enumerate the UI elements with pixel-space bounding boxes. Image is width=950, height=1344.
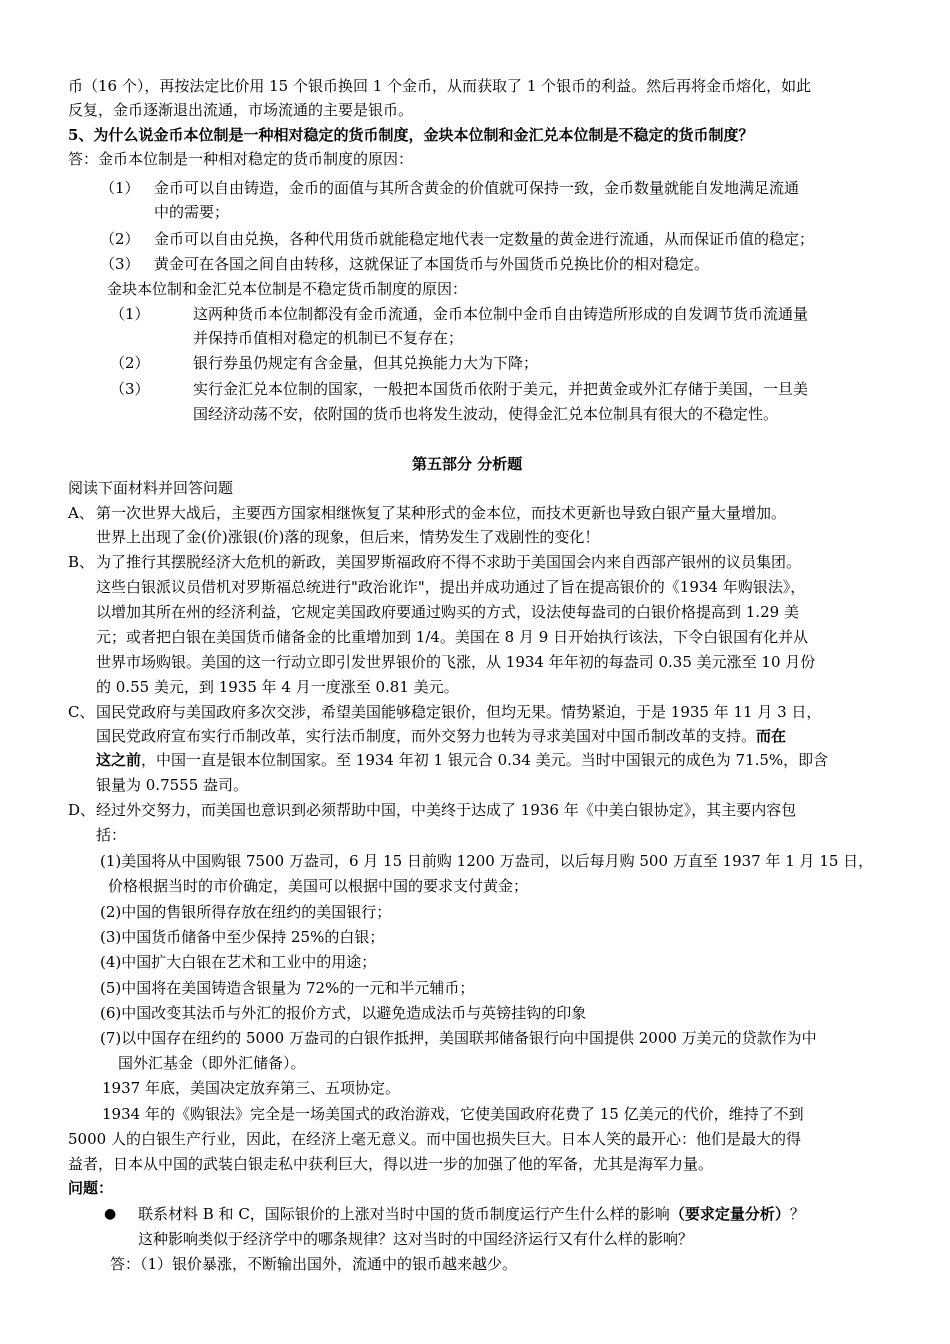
answer-1: 答：（1）银价暴涨，不断输出国外，流通中的银币越来越少。 <box>110 1255 518 1273</box>
read-prompt: 阅读下面材料并回答问题 <box>68 479 234 497</box>
stable-reason-1-num: （1） <box>100 179 140 197</box>
material-d-line-1: 经过外交努力，而美国也意识到必须帮助中国，中美终于达成了 1936 年《中美白银协定》，其主要内容包 <box>96 801 797 819</box>
material-d-line-2: 括： <box>96 826 127 844</box>
material-c-line-1: 国民党政府与美国政府多次交涉，希望美国能够稳定银价，但均无果。情势紧迫，于是 1935 年 11 月 3 日， <box>96 703 822 721</box>
questions-heading: 问题： <box>68 1179 114 1197</box>
material-c-line-2-bold: 而在 <box>756 727 787 745</box>
unstable-reason-3-line-1: 实行金汇兑本位制的国家，一般把本国货币依附于美元，并把黄金或外汇存储于美国，一旦美 <box>193 380 809 398</box>
stable-reason-3-num: （3） <box>100 255 140 273</box>
part5-heading: 第五部分 分析题 <box>412 455 523 473</box>
question-1-bold-note: （要求定量分析） <box>669 1205 790 1223</box>
agreement-item-3: (3)中国货币储备中至少保持 25%的白银； <box>100 928 385 946</box>
unstable-reason-1-num: （1） <box>110 305 150 323</box>
agreement-after-note: 1937 年底，美国决定放弃第三、五项协定。 <box>102 1079 400 1097</box>
question-1-line-1 <box>138 1202 805 1226</box>
material-b-label: B、 <box>68 553 95 571</box>
stable-reason-3-line-1: 黄金可在各国之间自由转移，这就保证了本国货币与外国货币兑换比价的相对稳定。 <box>154 255 710 273</box>
question-5-answer-intro: 答：金币本位制是一种相对稳定的货币制度的原因： <box>68 150 414 168</box>
material-c-line-3-bold: 这之前 <box>96 751 142 769</box>
agreement-item-1-line-2: 价格根据当时的市价确定，美国可以根据中国的要求支付黄金； <box>108 877 529 895</box>
agreement-item-6: (6)中国改变其法币与外汇的报价方式，以避免造成法币与英镑挂钩的印象 <box>100 1004 587 1022</box>
bullet-icon: ● <box>104 1206 117 1222</box>
unstable-reason-3-num: （3） <box>110 380 150 398</box>
intro-line-1: 币（16 个），再按法定比价用 15 个银币换回 1 个金币，从而获取了 1 个银币的利益。然后再将金币熔化，如此 <box>68 77 812 95</box>
unstable-intro: 金块本位制和金汇兑本位制是不稳定货币制度的原因： <box>107 280 468 298</box>
material-a-label: A、 <box>68 504 94 522</box>
agreement-item-2: (2)中国的售银所得存放在纽约的美国银行； <box>100 903 392 921</box>
material-b-line-6: 的 0.55 美元，到 1935 年 4 月一度涨至 0.81 美元。 <box>96 678 459 696</box>
material-c-line-3-text: ，中国一直是银本位制国家。至 1934 年初 1 银元合 0.34 美元。当时中国银元的成色为 71.5%，即含 <box>141 751 829 769</box>
stable-reason-2-line-1: 金币可以自由兑换，各种代用货币就能稳定地代表一定数量的黄金进行流通，从而保证币值的稳定； <box>154 230 815 248</box>
agreement-item-1-line-1: (1)美国将从中国购银 7500 万盎司，6 月 15 日前购 1200 万盎司，以后每月购 500 万直至 1937 年 1 月 15 日， <box>100 852 874 870</box>
material-c-line-2 <box>96 724 786 748</box>
material-b-line-5: 世界市场购银。美国的这一行动立即引发世界银价的飞涨，从 1934 年年初的每盎司 0.35 美元涨至 10 月份 <box>96 653 816 671</box>
stable-reason-2-num: （2） <box>100 230 140 248</box>
unstable-reason-2-num: （2） <box>110 354 150 372</box>
agreement-item-7-line-1: (7)以中国存在纽约的 5000 万盎司的白银作抵押，美国联邦储备银行向中国提供 2000 万美元的贷款作为中 <box>100 1029 817 1047</box>
agreement-item-4: (4)中国扩大白银在艺术和工业中的用途； <box>100 953 377 971</box>
stable-reason-1-line-1: 金币可以自由铸造，金币的面值与其所含黄金的价值就可保持一致，金币数量就能自发地满足流通 <box>154 179 800 197</box>
material-b-line-4: 元；或者把白银在美国货币储备金的比重增加到 1/4。美国在 8 月 9 日开始执行该法，下令白银国有化并从 <box>96 628 809 646</box>
material-b-line-3: 以增加其所在州的经济利益，它规定美国政府要通过购买的方式，设法使每盎司的白银价格提高到 1.29 美 <box>96 603 799 621</box>
material-d-label: D、 <box>68 801 96 819</box>
unstable-reason-1-line-1: 这两种货币本位制都没有金币流通，金币本位制中金币自由铸造所形成的自发调节货币流通量 <box>193 305 809 323</box>
question-1-text: 联系材料 B 和 C，国际银价的上涨对当时中国的货币制度运行产生什么样的影响 <box>138 1205 670 1223</box>
unstable-reason-2-line-1: 银行券虽仍规定有含金量，但其兑换能力大为下降； <box>193 354 539 372</box>
material-c-line-4: 银量为 0.7555 盎司。 <box>96 776 249 794</box>
closing-line-2: 5000 人的白银生产行业，因此，在经济上毫无意义。而中国也损失巨大。日本人笑的最开心：他们是最大的得 <box>68 1130 801 1148</box>
intro-line-2: 反复，金币逐渐退出流通，市场流通的主要是银币。 <box>68 101 414 119</box>
material-c-line-2-text: 国民党政府宣布实行币制改革，实行法币制度，而外交努力也转为寻求美国对中国币制改革的支持。 <box>96 727 757 745</box>
question-1-line-2: 这种影响类似于经济学中的哪条规律？这对当时的中国经济运行又有什么样的影响？ <box>138 1230 694 1248</box>
material-c-line-3 <box>96 748 828 772</box>
agreement-item-7-line-2: 国外汇基金（即外汇储备）。 <box>118 1054 306 1072</box>
unstable-reason-1-line-2: 并保持币值相对稳定的机制已不复存在； <box>193 329 464 347</box>
material-b-line-1: 为了推行其摆脱经济大危机的新政，美国罗斯福政府不得不求助于美国国会内来自西部产银州的议员集团。 <box>96 553 802 571</box>
material-a-line-1: 第一次世界大战后，主要西方国家相继恢复了某种形式的金本位，而技术更新也导致白银产量大量增加。 <box>96 504 787 522</box>
question-5-title: 5、为什么说金币本位制是一种相对稳定的货币制度，金块本位制和金汇兑本位制是不稳定的货币制度？ <box>68 126 754 144</box>
unstable-reason-3-line-2: 国经济动荡不安，依附国的货币也将发生波动，使得金汇兑本位制具有很大的不稳定性。 <box>193 405 779 423</box>
question-1-end: ？ <box>789 1205 805 1223</box>
material-b-line-2: 这些白银派议员借机对罗斯福总统进行"政治讹诈"，提出并成功通过了旨在提高银价的《1934 年购银法》， <box>96 578 806 596</box>
material-a-line-2: 世界上出现了金(价)涨银(价)落的现象，但后来，情势发生了戏剧性的变化！ <box>96 528 600 546</box>
closing-line-3: 益者，日本从中国的武装白银走私中获利巨大，得以进一步的加强了他的军备，尤其是海军力量。 <box>68 1155 714 1173</box>
closing-line-1: 1934 年的《购银法》完全是一场美国式的政治游戏，它使美国政府花费了 15 亿美元的代价，维持了不到 <box>102 1105 804 1123</box>
material-c-label: C、 <box>68 703 95 721</box>
stable-reason-1-line-2: 中的需要； <box>154 203 230 221</box>
agreement-item-5: (5)中国将在美国铸造含银量为 72%的一元和半元辅币； <box>100 979 475 997</box>
